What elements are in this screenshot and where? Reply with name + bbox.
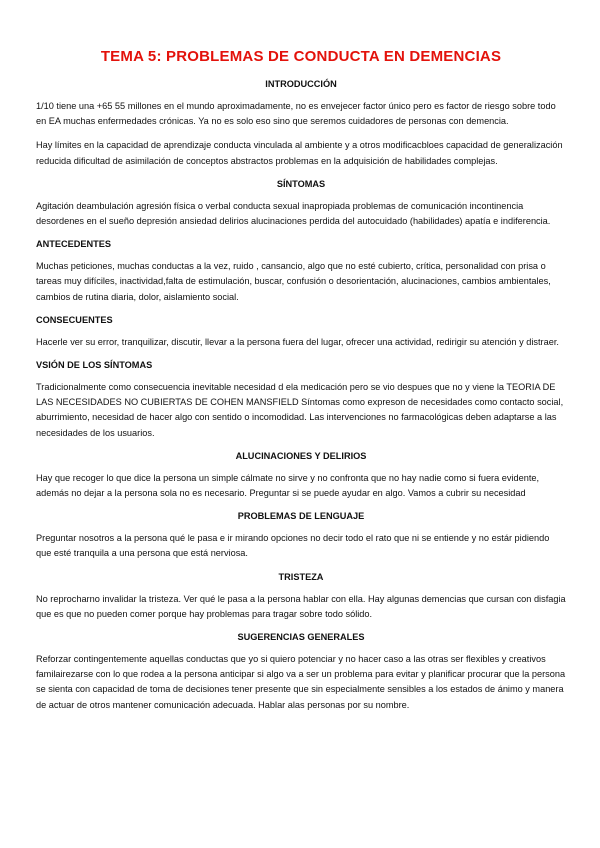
heading-lenguaje: PROBLEMAS DE LENGUAJE [237, 511, 365, 522]
paragraph-consecuentes: Hacerle ver su error, tranquilizar, discutir, llevar a la persona fuera del lugar, ofrecer una actividad, redirigir su atención y distraer. [36, 336, 559, 347]
paragraph-introduccion-1: 1/10 tiene una +65 55 millones en el mundo aproximadamente, no es envejecer factor único pero es factor de riesgo sobre todo en EA muchas enfermedades crónicas. Ya no es solo eso sino que seremos cuidadores de personas con demencia. [36, 101, 556, 127]
paragraph-sintomas: Agitación deambulación agresión física o verbal conducta sexual inapropiada problemas de comunicación incontinencia desordenes en el sueño depresión ansiedad delirios alucinaciones perdida del autocuidado (habilidades) apatía e indiferencia. [36, 200, 551, 227]
heading-antecedentes: ANTECEDENTES [36, 239, 112, 250]
paragraph-vision: Tradicionalmente como consecuencia inevitable necesidad d ela medicación pero se vio despues que no y viene la TEORIA DE LAS NECESIDADES NO CUBIERTAS DE COHEN MANSFIELD Síntomas como expreson de necesidades como contacto social, aburrimiento, necesidad de hacer algo con sentido o incomodidad. Las intervenciones no farmacológicas deben adaptarse a las necesidades de los usuarios. [36, 382, 564, 438]
heading-alucinaciones: ALUCINACIONES Y DELIRIOS [235, 450, 367, 461]
document-title: TEMA 5: PROBLEMAS DE CONDUCTA EN DEMENCIAS [100, 48, 502, 65]
heading-tristeza: TRISTEZA [278, 571, 324, 582]
heading-consecuentes: CONSECUENTES [36, 314, 113, 325]
paragraph-antecedentes: Muchas peticiones, muchas conductas a la vez, ruido , cansancio, algo que no esté cubierto, crítica, personalidad con prisa o tareas muy difíciles, inactividad,falta de estimulación, buscar, confusión o desorientación, alucinaciones, cambios ambientales, cambios de rutina diaria, dolor, aislamiento social. [36, 261, 551, 302]
heading-sintomas: SÍNTOMAS [276, 178, 326, 189]
paragraph-tristeza: No reprocharno invalidar la tristeza. Ver qué le pasa a la persona hablar con ella. Hay algunas demencias que cursan con disfagia que es que no pueden comer porque hay problemas para tragar sobre todo sólido. [36, 593, 566, 619]
heading-sugerencias: SUGERENCIAS GENERALES [237, 632, 365, 643]
document-page [36, 48, 566, 722]
paragraph-alucinaciones: Hay que recoger lo que dice la persona un simple cálmate no sirve y no confronta que no hay nadie como si fuera evidente, además no dejar a la persona sola no es necesario. Preguntar si se puede ayudar en algo. Vamos a cubrir su necesidad [36, 472, 540, 499]
paragraph-sugerencias: Reforzar contingentemente aquellas conductas que yo si quiero potenciar y no hacer caso a las otras ser flexibles y creativos familairezarse con lo que rodea a la persona anticipar si algo va a ser un problema para evitar y planificar procurar que la persona se sienta con capacidad de toma de decisiones tener presente que sin especialmente sensibles a los estados de ánimo y manera de actuar de otros mantener comunicación adecuada. Hablar alas personas por su nombre. [36, 654, 566, 710]
paragraph-lenguaje: Preguntar nosotros a la persona qué le pasa e ir mirando opciones no decir todo el rato que ni se entiende y no estár pidiendo que esté tranquila a una persona que está nerviosa. [36, 533, 550, 559]
heading-introduccion: INTRODUCCIÓN [265, 79, 337, 89]
paragraph-introduccion-2: Hay límites en la capacidad de aprendizaje conducta vinculada al ambiente y a otros modificacbloes capacidad de generalización reducida dificultad de asimilación de conceptos abstractos problemas en la adquisición de habilidades complejas. [36, 140, 563, 166]
heading-vision: VSIÓN DE LOS SÍNTOMAS [36, 360, 153, 371]
